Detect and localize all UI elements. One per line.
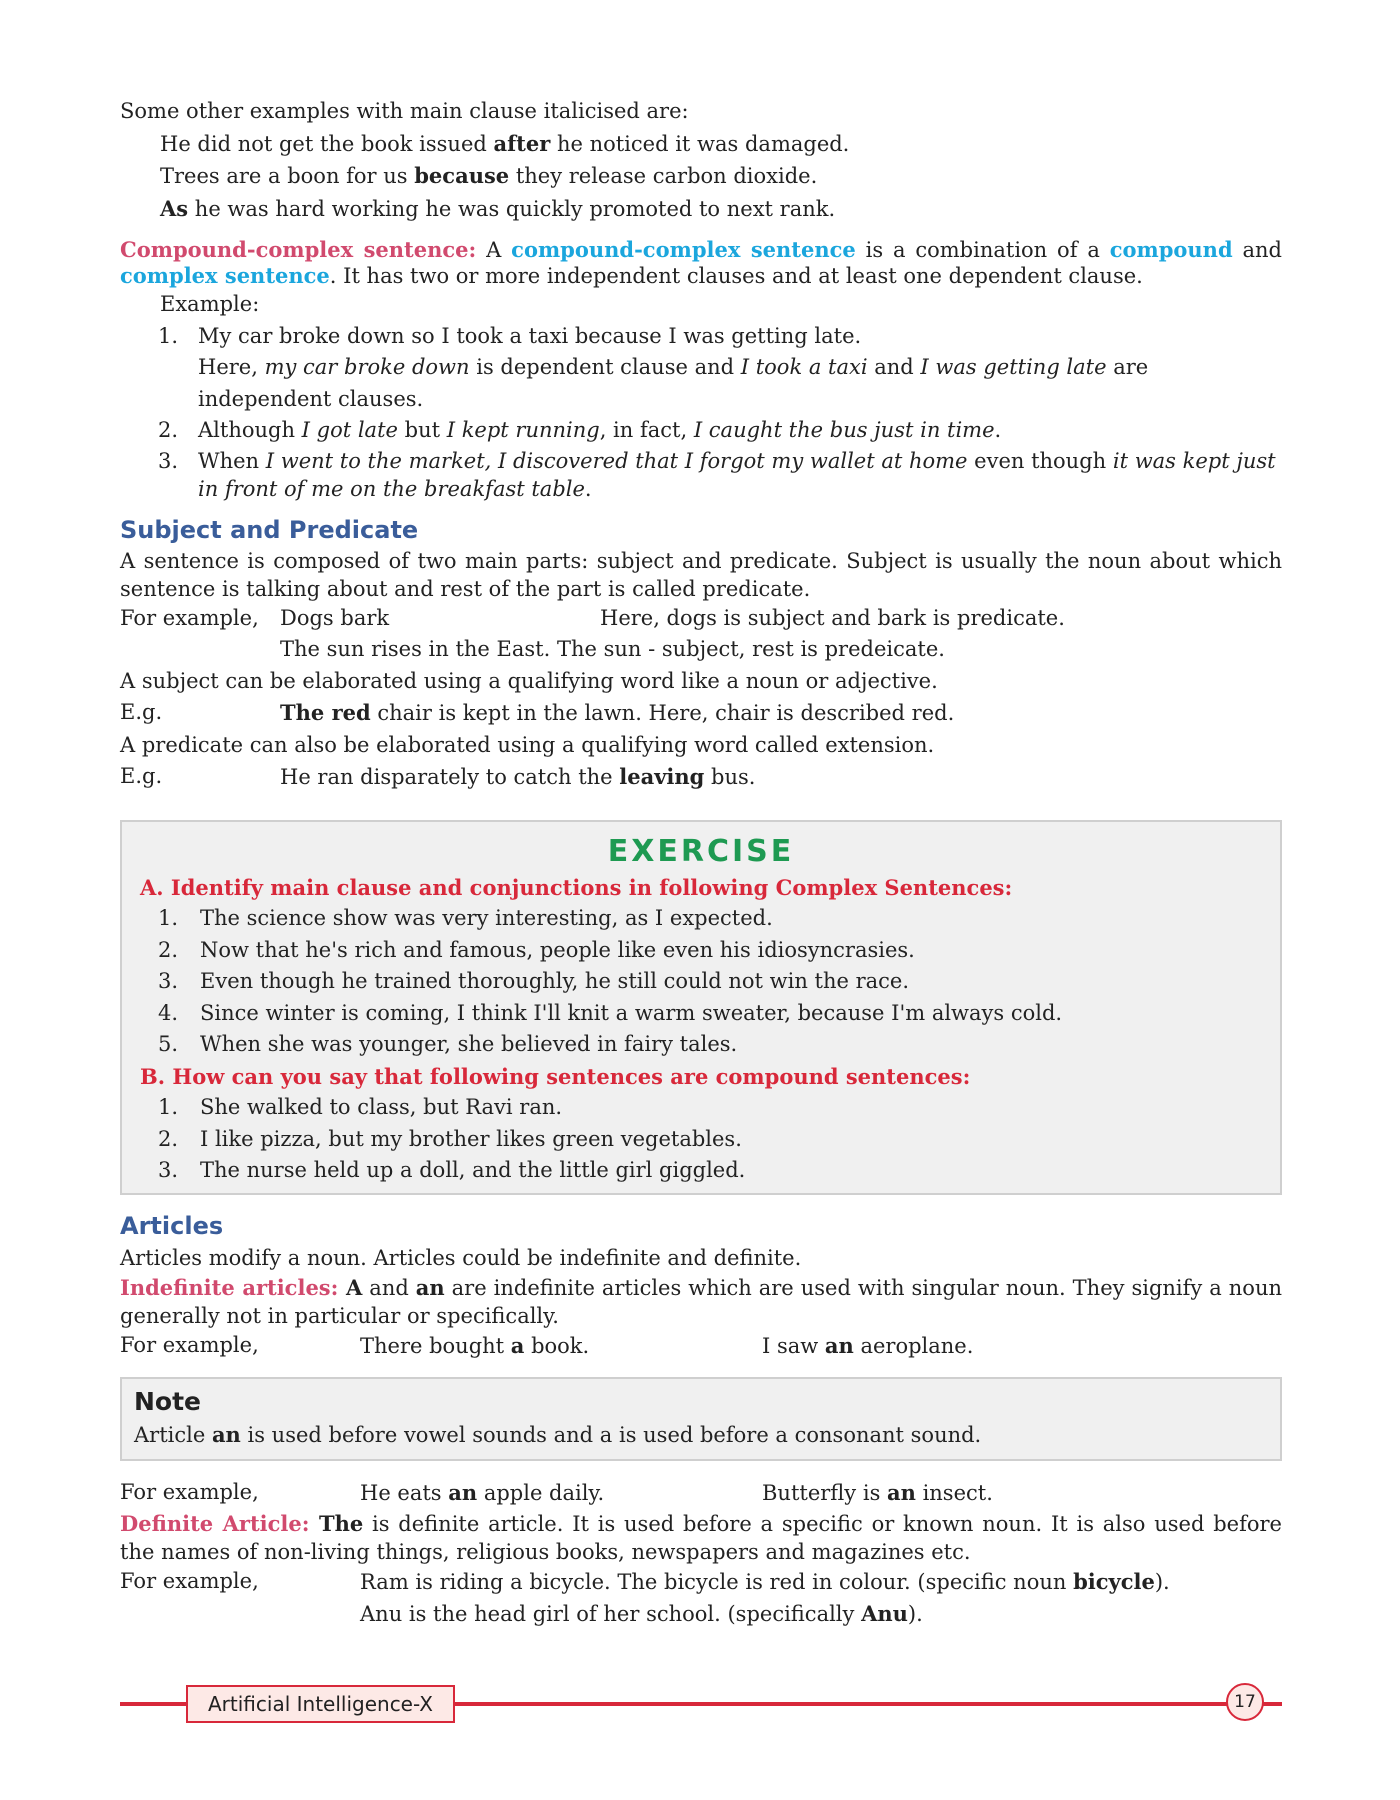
intro-example-2: Trees are a boon for us because they release carbon dioxide.	[160, 163, 818, 188]
example-label: Example:	[160, 292, 260, 316]
footer-title: Artificial Intelligence-X	[186, 1685, 455, 1723]
exercise-a-heading: A. Identify main clause and conjunctions in following Complex Sentences:	[140, 874, 1013, 900]
list-item: 1. The science show was very interesting, as I expected.	[158, 906, 773, 930]
note-box	[120, 1377, 1282, 1462]
sp-example-2: The sun rises in the East. The sun - subject, rest is predeicate.	[280, 637, 945, 661]
list-item: 1. My car broke down so I took a taxi because I was getting late. Here, my car broke down is dependent clause and I took a taxi and I was getting late are independent clauses.	[158, 323, 1149, 411]
list-item: 4. Since winter is coming, I think I'll knit a warm sweater, because I'm always cold.	[158, 1000, 1063, 1025]
compound-complex-list	[120, 321, 1282, 503]
intro-lead: Some other examples with main clause italicised are:	[120, 99, 689, 123]
page-number: 17	[1226, 1683, 1264, 1721]
exercise-box	[120, 820, 1282, 1195]
definite-article: Definite Article: The is definite article. It is used before a specific or known noun. It is also used before the names of non-living things, religious books, newspapers and magazines etc.	[120, 1510, 1282, 1564]
sp-example-1: For example, Dogs bark Here, dogs is subject and bark is predicate.	[120, 605, 1065, 630]
definite-example-1: For example, Ram is riding a bicycle. The bicycle is red in colour. (specific noun bicycle).	[120, 1568, 1170, 1594]
exercise-title: EXERCISE	[607, 833, 795, 869]
list-item: 3. When I went to the market, I discovered that I forgot my wallet at home even though it was kept just in front of me on the breakfast table.	[158, 448, 1276, 501]
exercise-b-list	[140, 1092, 1262, 1187]
list-item: 2. Although I got late but I kept running, in fact, I caught the bus just in time.	[158, 418, 1002, 442]
note-text: Article an is used before vowel sounds and a is used before a consonant sound.	[134, 1421, 982, 1447]
page-content	[120, 96, 1282, 1631]
list-item: 1. She walked to class, but Ravi ran.	[158, 1095, 563, 1119]
definite-example-2: Anu is the head girl of her school. (specifically Anu).	[360, 1601, 923, 1626]
subject-line: A subject can be elaborated using a qualifying word like a noun or adjective.	[120, 668, 938, 693]
compound-complex-definition: Compound-complex sentence: A compound-complex sentence is a combination of a compound and complex sentence. It has two or more independent clauses and at least one dependent clause.	[120, 237, 1282, 288]
predicate-example: E.g. He ran disparately to catch the leaving bus.	[120, 764, 756, 789]
list-item: 5. When she was younger, she believed in fairy tales.	[158, 1032, 738, 1056]
indefinite-examples: For example, There bought a book. I saw an aeroplane.	[120, 1333, 974, 1358]
note-title: Note	[134, 1386, 202, 1416]
list-item: 3. The nurse held up a doll, and the little girl giggled.	[158, 1158, 746, 1182]
an-examples: For example, He eats an apple daily. Butterfly is an insect.	[120, 1480, 993, 1505]
page-footer	[120, 1683, 1282, 1723]
predicate-line: A predicate can also be elaborated using a qualifying word called extension.	[120, 732, 935, 757]
exercise-b-heading: B. How can you say that following sentences are compound sentences:	[140, 1063, 971, 1089]
intro-example-1: He did not get the book issued after he noticed it was damaged.	[160, 130, 850, 156]
subject-example: E.g. The red chair is kept in the lawn. Here, chair is described red.	[120, 700, 955, 725]
indefinite-articles: Indefinite articles: A and an are indefinite articles which are used with singular noun. They signify a noun generally not in particular or specifically.	[120, 1275, 1283, 1328]
list-item: 3. Even though he trained thoroughly, he still could not win the race.	[158, 969, 910, 993]
subject-predicate-heading: Subject and Predicate	[120, 515, 419, 544]
articles-intro: Articles modify a noun. Articles could be indefinite and definite.	[120, 1245, 802, 1270]
subject-predicate-para: A sentence is composed of two main parts: subject and predicate. Subject is usually the noun about which sentence is talking about and rest of the part is called predicate.	[120, 548, 1282, 601]
list-item: 2. Now that he's rich and famous, people like even his idiosyncrasies.	[158, 937, 915, 962]
exercise-a-list	[140, 903, 1262, 1061]
articles-heading: Articles	[120, 1211, 224, 1240]
intro-example-3: As he was hard working he was quickly promoted to next rank.	[160, 195, 836, 221]
list-item: 2. I like pizza, but my brother likes green vegetables.	[158, 1126, 742, 1151]
